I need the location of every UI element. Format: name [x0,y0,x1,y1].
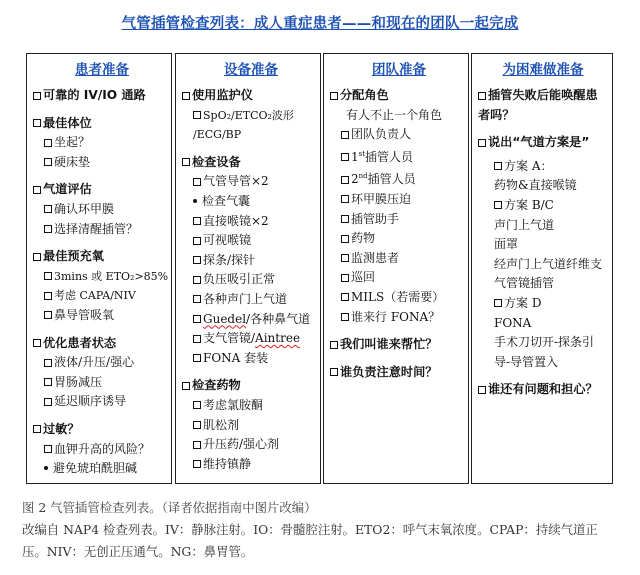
caption-line-2: 改编自 NAP4 检查列表。IV：静脉注射。IO：骨髓腔注射。ETO2：呼气末氧浓度。CPAP：持续气道正压。NIV：无创正压通气。NG：鼻胃管。 [22,522,598,559]
checkbox-icon [478,92,486,100]
checkbox-icon [193,401,201,409]
checkbox-icon [494,201,502,209]
checkbox-icon [44,139,52,147]
checklist-item: 2nd插管人员 [330,167,468,190]
checklist-item: 硬床垫 [33,153,171,173]
checkbox-icon [478,139,486,147]
checkbox-icon [44,272,52,280]
figure-caption [22,497,622,563]
column-header: 患者准备 [75,62,129,78]
checklist-item: 维持镇静 [182,455,320,475]
checklist-item: 方案 D [478,294,608,314]
checklist-item: 考虑氯胺酮 [182,396,320,416]
column-team-prep [323,53,469,484]
checklist-section: 谁还有问题和担心？ [478,380,608,400]
checklist-item: 监测患者 [330,249,468,269]
checklist-item: 团队负责人 [330,125,468,145]
checklist-item: 延迟顺序诱导 [33,392,171,412]
checklist-section: 我们叫谁来帮忙？ [330,335,468,355]
plan-detail: 手术刀切开-探条引导-导管置入 [494,335,595,369]
checklist-item: 方案 B/C [478,196,608,216]
checklist-item: 液体/升压/强心 [33,353,171,373]
checkbox-icon [44,205,52,213]
column-header: 为困难做准备 [502,62,584,78]
checklist-item: 谁来行 FONA？ [330,308,468,328]
checkbox-icon [193,295,201,303]
checklist-item: 3mins 或 ETO₂>85% [33,267,171,287]
checklist-item: 方案 A： [478,157,608,177]
checkbox-icon [44,445,52,453]
checkbox-icon [341,293,349,301]
checkbox-icon [44,292,52,300]
checklist-item: 坐起？ [33,133,171,153]
checkbox-icon [33,119,41,127]
checkbox-icon [182,92,190,100]
checklist-item: 鼻导管吸氧 [33,306,171,326]
checklist-item: SpO₂/ETCO₂波形 [182,106,320,126]
checkbox-icon [341,153,349,161]
checkbox-icon [182,382,190,390]
checklist-section: 优化患者状态 [33,334,171,354]
checklist-item: 升压药/强心剂 [182,435,320,455]
checklist-item: 气管导管×2 [182,172,320,192]
plan-detail: 面罩 [494,237,519,252]
column-difficulty-prep [471,53,613,484]
column-patient-prep [26,53,172,484]
checkbox-icon [330,92,338,100]
checklist-section: 分配角色 [330,86,468,106]
checkbox-icon [193,178,201,186]
checklist-section: 谁负责注意时间？ [330,363,468,383]
checkbox-icon [341,195,349,203]
checkbox-icon [330,368,338,376]
caption-line-1: 图 2 气管插管检查列表。（译者依据指南中图片改编） [22,500,317,515]
checkbox-icon [193,237,201,245]
column-equipment-prep [175,53,321,484]
checklist-item: 检查气囊 [182,192,320,212]
checkbox-icon [33,339,41,347]
checkbox-icon [341,274,349,282]
checklist-item: 肌松剂 [182,416,320,436]
bullet-icon [44,466,48,470]
checkbox-icon [193,111,201,119]
checklist-section: 说出“气道方案是” [478,133,608,153]
checkbox-icon [341,131,349,139]
checkbox-icon [193,315,201,323]
plan-detail: 声门上气道 [494,217,555,232]
checklist-item: 插管助手 [330,210,468,230]
checklist-section: 检查设备 [182,153,320,173]
checkbox-icon [193,256,201,264]
checklist-item-continued: /ECG/BP [193,128,242,142]
checklist-section: 最佳体位 [33,114,171,134]
checklist-item: Guedel/各种鼻气道 [182,310,320,330]
checklist-item: 考虑 CAPA/NIV [33,286,171,306]
checkbox-icon [33,92,41,100]
checklist-item: 选择清醒插管？ [33,220,171,240]
bullet-icon [193,199,197,203]
checkbox-icon [341,235,349,243]
checklist-item: 各种声门上气道 [182,290,320,310]
checkbox-icon [182,158,190,166]
checklist-section: 气道评估 [33,180,171,200]
checklist-item: 确认环甲膜 [33,200,171,220]
checkbox-icon [44,225,52,233]
checkbox-icon [494,299,502,307]
column-header: 设备准备 [224,62,278,78]
checkbox-icon [478,386,486,394]
checklist-section: 可靠的 IV/IO 通路 [33,86,171,106]
plan-detail: FONA [494,315,532,330]
checklist-item: 避免琥珀酰胆碱 [33,459,171,479]
plan-detail: 经声门上气道纤维支气管镜插管 [494,256,603,291]
checklist-item: 巡回 [330,268,468,288]
checkbox-icon [33,186,41,194]
checkbox-icon [193,217,201,225]
checklist-section: 插管失败后能唤醒患者吗？ [478,88,598,122]
checklist-item: 药物 [330,229,468,249]
checklist-item: 直接喉镜×2 [182,212,320,232]
checkbox-icon [330,341,338,349]
checklist-item: MILS（若需要） [330,288,468,308]
checkbox-icon [44,398,52,406]
checklist-item: 1st插管人员 [330,145,468,168]
checkbox-icon [193,335,201,343]
checkbox-icon [341,254,349,262]
checklist-section: 检查药物 [182,376,320,396]
checklist-item: 探条/探针 [182,251,320,271]
checkbox-icon [44,311,52,319]
checkbox-icon [341,313,349,321]
checkbox-icon [44,359,52,367]
checkbox-icon [341,176,349,184]
checkbox-icon [341,215,349,223]
checkbox-icon [494,162,502,170]
checkbox-icon [193,276,201,284]
checkbox-icon [193,441,201,449]
checklist-item: FONA 套装 [182,349,320,369]
checklist-item: 血钾升高的风险？ [33,440,171,460]
checklist-item: 支气管镜/Aintree [182,329,320,349]
checklist-item: 负压吸引正常 [182,270,320,290]
checklist-section: 使用监护仪 [182,86,320,106]
page-title: 气管插管检查列表：成人重症患者——和现在的团队一起完成 [121,16,519,32]
checkbox-icon [33,253,41,261]
checklist-item: 胃肠减压 [33,373,171,393]
checklist-item: 有人不止一个角色 [346,107,443,122]
checklist-item: 可视喉镜 [182,231,320,251]
checkbox-icon [44,158,52,166]
plan-detail: 药物&直接喉镜 [494,178,577,193]
column-header: 团队准备 [372,62,426,78]
checkbox-icon [193,354,201,362]
checklist-section: 最佳预充氧 [33,247,171,267]
checklist-section: 过敏？ [33,420,171,440]
checkbox-icon [44,378,52,386]
checkbox-icon [33,425,41,433]
checkbox-icon [193,421,201,429]
checklist-item: 环甲膜压迫 [330,190,468,210]
checkbox-icon [193,460,201,468]
